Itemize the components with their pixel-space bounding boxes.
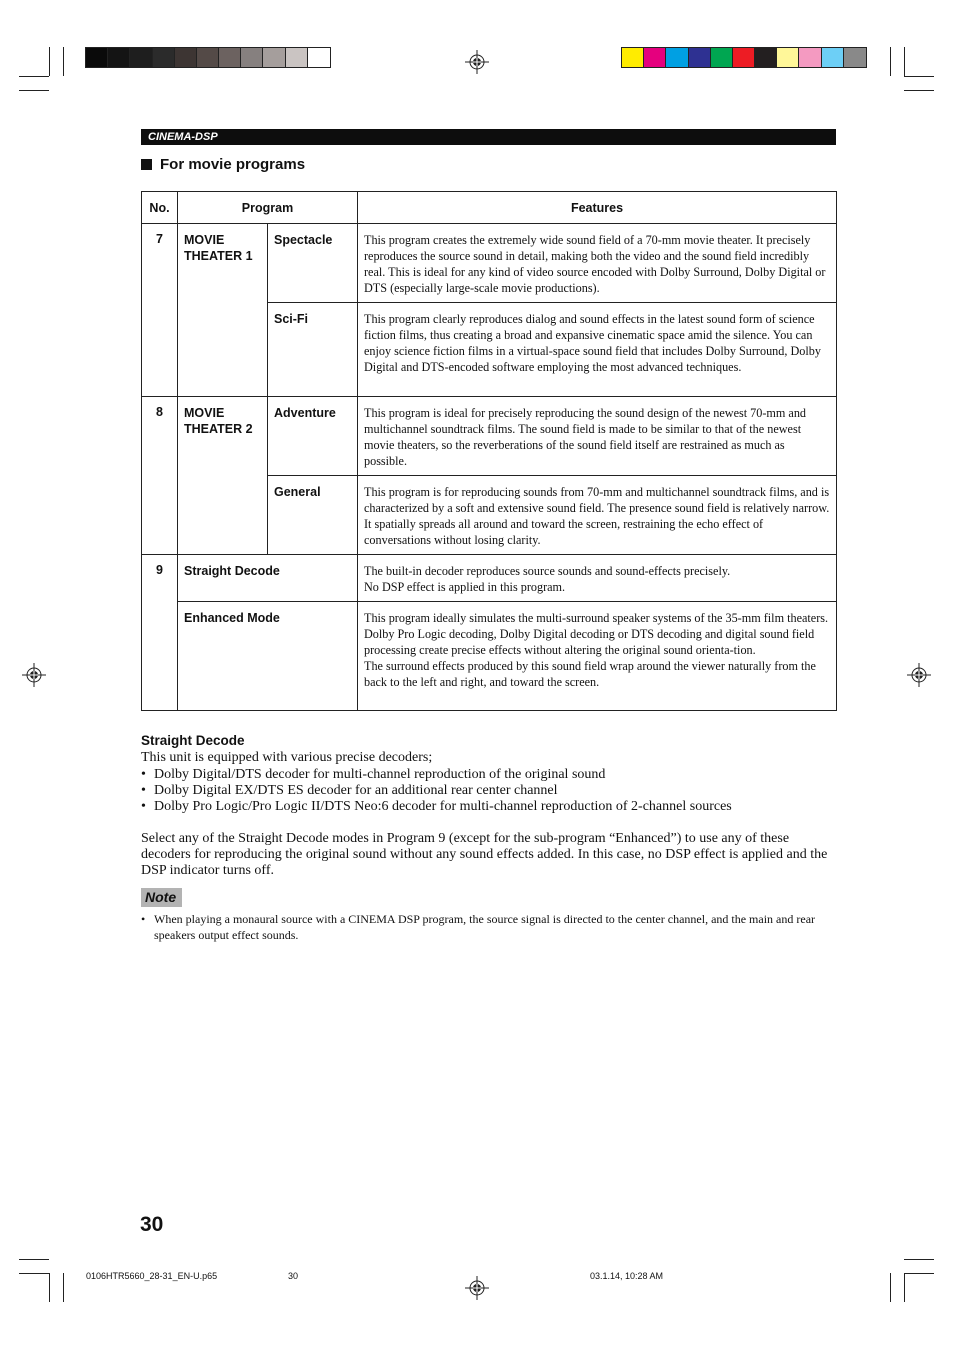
page-number: 30 [140, 1213, 164, 1236]
feature-description: This program creates the extremely wide sound field of a 70-mm movie theater. It precisely reproduces the source sound in detail, making both the video and the sound field incredibly real. This is ideal for any kind of video source encoded with Dolby Surround, Dolby Digital or DTS (especially large-scale movie productions). [358, 224, 837, 303]
feature-description: This program is ideal for precisely reproducing the sound design of the newest 70-mm and multichannel soundtrack films. The sound field is made to be similar to that of the newest movie theaters, so the reverberations of the sound field itself are restrained as much as possible. [358, 397, 837, 476]
footer-file: 0106HTR5660_28-31_EN-U.p65 [86, 1271, 218, 1281]
program-name: Straight Decode [178, 555, 358, 602]
section-label: CINEMA-DSP [141, 129, 836, 145]
registration-mark-icon [907, 663, 931, 687]
crop-mark [904, 47, 905, 76]
table-row [142, 602, 837, 711]
crop-mark [19, 1259, 49, 1260]
color-swatch [286, 48, 308, 67]
bullet-dot-icon: • [141, 783, 146, 798]
table-row [142, 555, 837, 602]
program-name: Enhanced Mode [178, 602, 358, 711]
heading-text: For movie programs [160, 156, 306, 173]
crop-mark [19, 90, 49, 91]
crop-mark [49, 1273, 50, 1302]
crop-mark [904, 76, 934, 77]
program-number: 9 [142, 555, 178, 711]
crop-mark [19, 1273, 49, 1274]
feature-description: This program clearly reproduces dialog and sound effects in the latest sound form of science fiction films, thus creating a broad and expansive cinematic space amid the silence. You can enjoy science fiction films in a virtual-space sound field that includes Dolby Surround, Dolby Digital and DTS-encoded software employing the most advanced techniques. [358, 303, 837, 397]
program-name: MOVIE THEATER 1 [178, 224, 268, 397]
table-header-row [142, 192, 837, 224]
footer-page: 30 [288, 1271, 299, 1281]
color-swatch [175, 48, 197, 67]
program-name: MOVIE THEATER 2 [178, 397, 268, 555]
sub-program-name: Spectacle [268, 224, 358, 303]
program-number: 7 [142, 224, 178, 397]
header-program: Program [178, 192, 358, 224]
square-bullet-icon [141, 159, 152, 170]
feature-description [358, 555, 837, 602]
crop-mark [890, 1273, 891, 1302]
bullet-dot-icon: • [141, 799, 146, 814]
note-label: Note [141, 888, 182, 907]
crop-mark [890, 47, 891, 76]
color-swatch [822, 48, 844, 67]
bullet-dot-icon: • [141, 767, 146, 782]
color-calibration-strip [621, 47, 867, 68]
color-swatch [689, 48, 711, 67]
color-swatch [241, 48, 263, 67]
color-swatch [844, 48, 866, 67]
straight-decode-title: Straight Decode [141, 733, 245, 748]
bullet-dot-icon: • [141, 912, 146, 926]
note-item [141, 911, 831, 943]
feature-description: This program is for reproducing sounds from 70-mm and multichannel soundtrack films, and is characterized by a soft and extensive sound field. The presence sound field is relatively narrow. It spatially spreads all around and toward the screen, restraining the echo effect of conversations without losing clarity. [358, 476, 837, 555]
color-swatch [755, 48, 777, 67]
sub-program-name: Adventure [268, 397, 358, 476]
feature-line: The built-in decoder reproduces source sounds and sound-effects precisely. [364, 564, 731, 578]
color-swatch [799, 48, 821, 67]
straight-decode-intro: This unit is equipped with various precise decoders; [141, 750, 433, 765]
crop-mark [904, 90, 934, 91]
list-item-text: Dolby Digital/DTS decoder for multi-channel reproduction of the original sound [154, 767, 606, 782]
color-swatch [644, 48, 666, 67]
grayscale-calibration-strip [85, 47, 331, 68]
list-item [141, 767, 605, 783]
color-swatch [777, 48, 799, 67]
list-item [141, 783, 558, 799]
note-item-text: When playing a monaural source with a CINEMA DSP program, the source signal is directed to the center channel, and the main and rear speakers output effect sounds. [154, 912, 816, 942]
crop-mark [19, 76, 49, 77]
feature-line: No DSP effect is applied in this program. [364, 580, 566, 594]
straight-decode-paragraph: Select any of the Straight Decode modes in Program 9 (except for the sub-program “Enhanced”) to use any of these decoders for reproducing the original sound without any sound effects added. In this case, no DSP effect is applied and the DSP indicator turns off. [141, 831, 828, 878]
color-swatch [666, 48, 688, 67]
header-features: Features [358, 192, 837, 224]
color-swatch [86, 48, 108, 67]
color-swatch [711, 48, 733, 67]
color-swatch [308, 48, 330, 67]
sub-program-name: General [268, 476, 358, 555]
feature-description [358, 602, 837, 711]
program-table [141, 191, 837, 711]
crop-mark [63, 47, 64, 76]
registration-mark-icon [465, 50, 489, 74]
page-heading [141, 156, 305, 173]
color-swatch [108, 48, 130, 67]
color-swatch [153, 48, 175, 67]
color-swatch [197, 48, 219, 67]
crop-mark [63, 1273, 64, 1302]
feature-line: This program ideally simulates the multi-surround speaker systems of the 35-mm film theaters. Dolby Pro Logic decoding, Dolby Digital decoding or DTS decoding and digital sound field processing create precise effects without altering the original sound orienta-tion. [364, 611, 829, 657]
color-swatch [219, 48, 241, 67]
crop-mark [904, 1273, 905, 1302]
crop-mark [904, 1273, 934, 1274]
footer-datetime: 03.1.14, 10:28 AM [590, 1271, 664, 1281]
list-item-text: Dolby Digital EX/DTS ES decoder for an additional rear center channel [154, 783, 558, 798]
header-no: No. [142, 192, 178, 224]
color-swatch [263, 48, 285, 67]
program-number: 8 [142, 397, 178, 555]
feature-line: The surround effects produced by this sound field wrap around the viewer naturally from the back to the left and right, and toward the screen. [364, 659, 816, 689]
registration-mark-icon [465, 1276, 489, 1300]
color-swatch [130, 48, 152, 67]
registration-mark-icon [22, 663, 46, 687]
table-row [142, 397, 837, 476]
table-row [142, 224, 837, 303]
list-item-text: Dolby Pro Logic/Pro Logic II/DTS Neo:6 decoder for multi-channel reproduction of 2-channel sources [154, 799, 732, 814]
list-item [141, 799, 732, 815]
color-swatch [622, 48, 644, 67]
sub-program-name: Sci-Fi [268, 303, 358, 397]
color-swatch [733, 48, 755, 67]
crop-mark [904, 1259, 934, 1260]
crop-mark [49, 47, 50, 76]
